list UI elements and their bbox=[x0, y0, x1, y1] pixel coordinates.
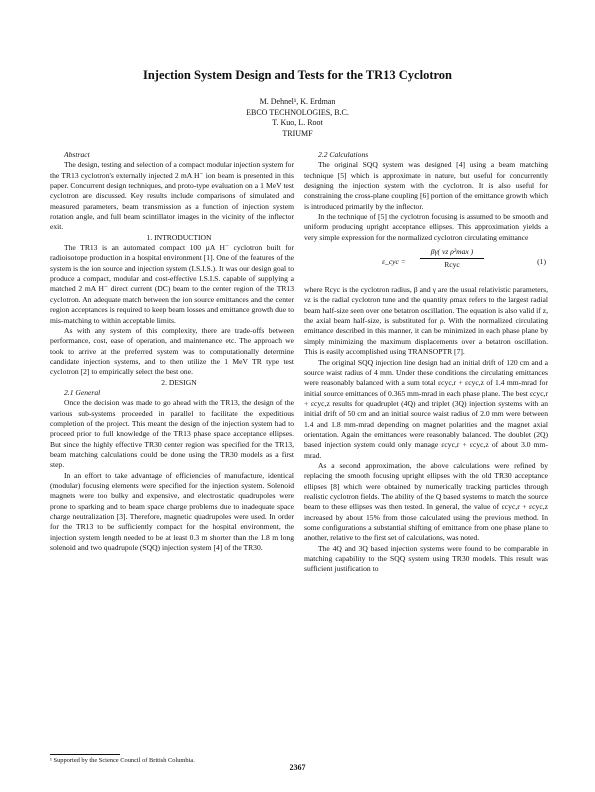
body-paragraph: where Rcyc is the cyclotron radius, β and γ are the usual relativistic parameters, νz is the radial cyclotron tune and the quantity ρmax refers to the largest radial beam half-size seen over one betatron oscillation. The equation is also valid if z, the axial beam half-size, is substituted for ρ. With the normalized circulating emittance described in this manner, it can be minimized in each phase plane by simply minimizing the maximum displacements over a betatron oscillation. This is easily accomplished using TRANSOPTR [7]. bbox=[304, 285, 548, 357]
body-paragraph: As a second approximation, the above calculations were refined by replacing the smooth focusing upright ellipses with the old TR30 acceptance ellipses [8] which were obtained by numerically tracking particles through realistic cyclotron fields. The ability of the Q based systems to match the source beam to these ellipses was then tested. In general, the value of εcyc,r + εcyc,z increased by about 15% from those calculated using the previous method. In some configurations a substantial shifting of emittance from one phase plane to another, relative to the first set of calculations, was noted. bbox=[304, 460, 548, 543]
section-heading: Abstract bbox=[64, 150, 90, 159]
footnote: ¹ Supported by the Science Council of British Columbia. bbox=[50, 757, 195, 764]
body-paragraph: The original SQQ injection line design had an initial drift of 120 cm and a source waist radius of 4 mm. Under these conditions the circulating emittances were reasonably balanced with a sum total εcyc,r + εcyc,z of 1.4 mm-mrad for initial source emittances of 0.365 mm-mrad in each phase plane. The best εcyc,r + εcyc,z results for quadruplet (4Q) and triplet (3Q) injection systems with an initial drift of 50 cm and an initial source waist radius of 2.0 mm were between 1.4 and 1.8 mm-mrad depending on magnet polarities and the magnet axial orientation. Again the emittances were reasonably balanced. The doublet (2Q) based injection system could only manage εcyc,r + εcyc,z of about 3.0 mm-mrad. bbox=[304, 357, 548, 460]
section-heading: 2. DESIGN bbox=[161, 377, 197, 387]
body-paragraph: In the technique of [5] the cyclotron focusing is assumed to be smooth and uniform producing upright acceptance ellipses. This approximation yields a very simple expression for the normalized cyclotron circulating emittance bbox=[304, 212, 548, 242]
right-column bbox=[304, 150, 548, 575]
author-block bbox=[0, 97, 595, 139]
equation-lhs: ε_cyc = bbox=[382, 257, 406, 267]
affiliation-line: TRIUMF bbox=[282, 128, 313, 138]
paper-title: Injection System Design and Tests for the TR13 Cyclotron bbox=[142, 68, 453, 82]
author-line: T. Kuo, L. Root bbox=[272, 118, 323, 128]
affiliation-line: EBCO TECHNOLOGIES, B.C. bbox=[246, 107, 349, 117]
body-paragraph: The 4Q and 3Q based injection systems were found to be comparable in matching capability to the SQQ system using TR30 models. This result was sufficient justification to bbox=[304, 543, 548, 574]
body-paragraph: Once the decision was made to go ahead with the TR13, the design of the various sub-systems proceeded in parallel to facilitate the expeditious completion of the project. This meant the design of the injection system had to proceed prior to full knowledge of the TR13 phase space acceptance ellipses. But since the highly effective TR30 center region was specified for the TR13, beam matching calculations could be done using the TR30 models as a first step. bbox=[50, 398, 294, 470]
equation bbox=[304, 247, 548, 281]
body-paragraph: In an effort to take advantage of efficiencies of manufacture, identical (modular) focusing elements were specified for the injection system. Solenoid magnets were too bulky and expensive, and electrostatic quadrupoles were prone to sparking and to beam space charge problems due to inadequate space charge neutralization [3]. Therefore, magnetic quadrupoles were used. In order for the TR13 to be sufficiently compact for the hospital environment, the injection system length needed to be at least 0.3 m shorter than the 1.8 m long solenoid and two quadrupole (SQQ) injection system [4] of the TR30. bbox=[50, 470, 294, 553]
section-heading: 2.2 Calculations bbox=[318, 150, 369, 159]
body-paragraph: The TR13 is an automated compact 100 µA H⁻ cyclotron built for radioisotope production in a hospital environment [1]. One of the features of the system is the ion source and injection system (I.S.I.S.). It was our design goal to produce a compact, modular and cost-effective I.S.I.S. capable of supplying a matched 2 mA H⁻ direct current (DC) beam to the center region of the TR13 cyclotron. An adequate match between the ion source emittances and the center region acceptances is required to keep beam losses and emittance growth due to mis-matching to within acceptable limits. bbox=[50, 243, 294, 325]
body-paragraph: As with any system of this complexity, there are trade-offs between performance, cost, ease of operation, and maintenance etc. The approach we took to arrive at the preferred system was to computationally determine candidate injection systems, and to then utilize the 1 MeV TR type test cyclotron [2] to empirically select the best one. bbox=[50, 325, 294, 377]
section-heading: 2.1 General bbox=[64, 387, 101, 397]
equation-fraction bbox=[420, 247, 484, 271]
page-number: 2367 bbox=[289, 763, 306, 772]
equation-numerator: βγ( νz ρ²max ) bbox=[420, 247, 484, 259]
body-paragraph: The original SQQ system was designed [4] using a beam matching technique [5] which is approximate in nature, but useful for concurrently designing the injection system with the cyclotron. It is also useful for constraining the cross-plane coupling [6] portion of the emittance growth which is introduced primarily by the inflector. bbox=[304, 160, 548, 211]
section-heading: 1. INTRODUCTION bbox=[146, 232, 212, 242]
footnote-rule bbox=[50, 754, 120, 755]
equation-number: (1) bbox=[537, 257, 546, 267]
author-line: M. Dehnel¹, K. Erdman bbox=[259, 97, 336, 106]
left-column bbox=[50, 150, 294, 553]
body-paragraph: The design, testing and selection of a compact modular injection system for the TR13 cyclotron's externally injected 2 mA H⁻ ion beam is presented in this paper. Concurrent design techniques, and proto-type evaluation on a 1 MeV test cyclotron are discussed. Key results include comparisons of simulated and measured parameters, beam transmission as a function of injection system rotation angle, and full beam scintillator images in the vicinity of the inflector exit. bbox=[50, 160, 294, 232]
equation-denominator: Rcyc bbox=[444, 260, 460, 270]
